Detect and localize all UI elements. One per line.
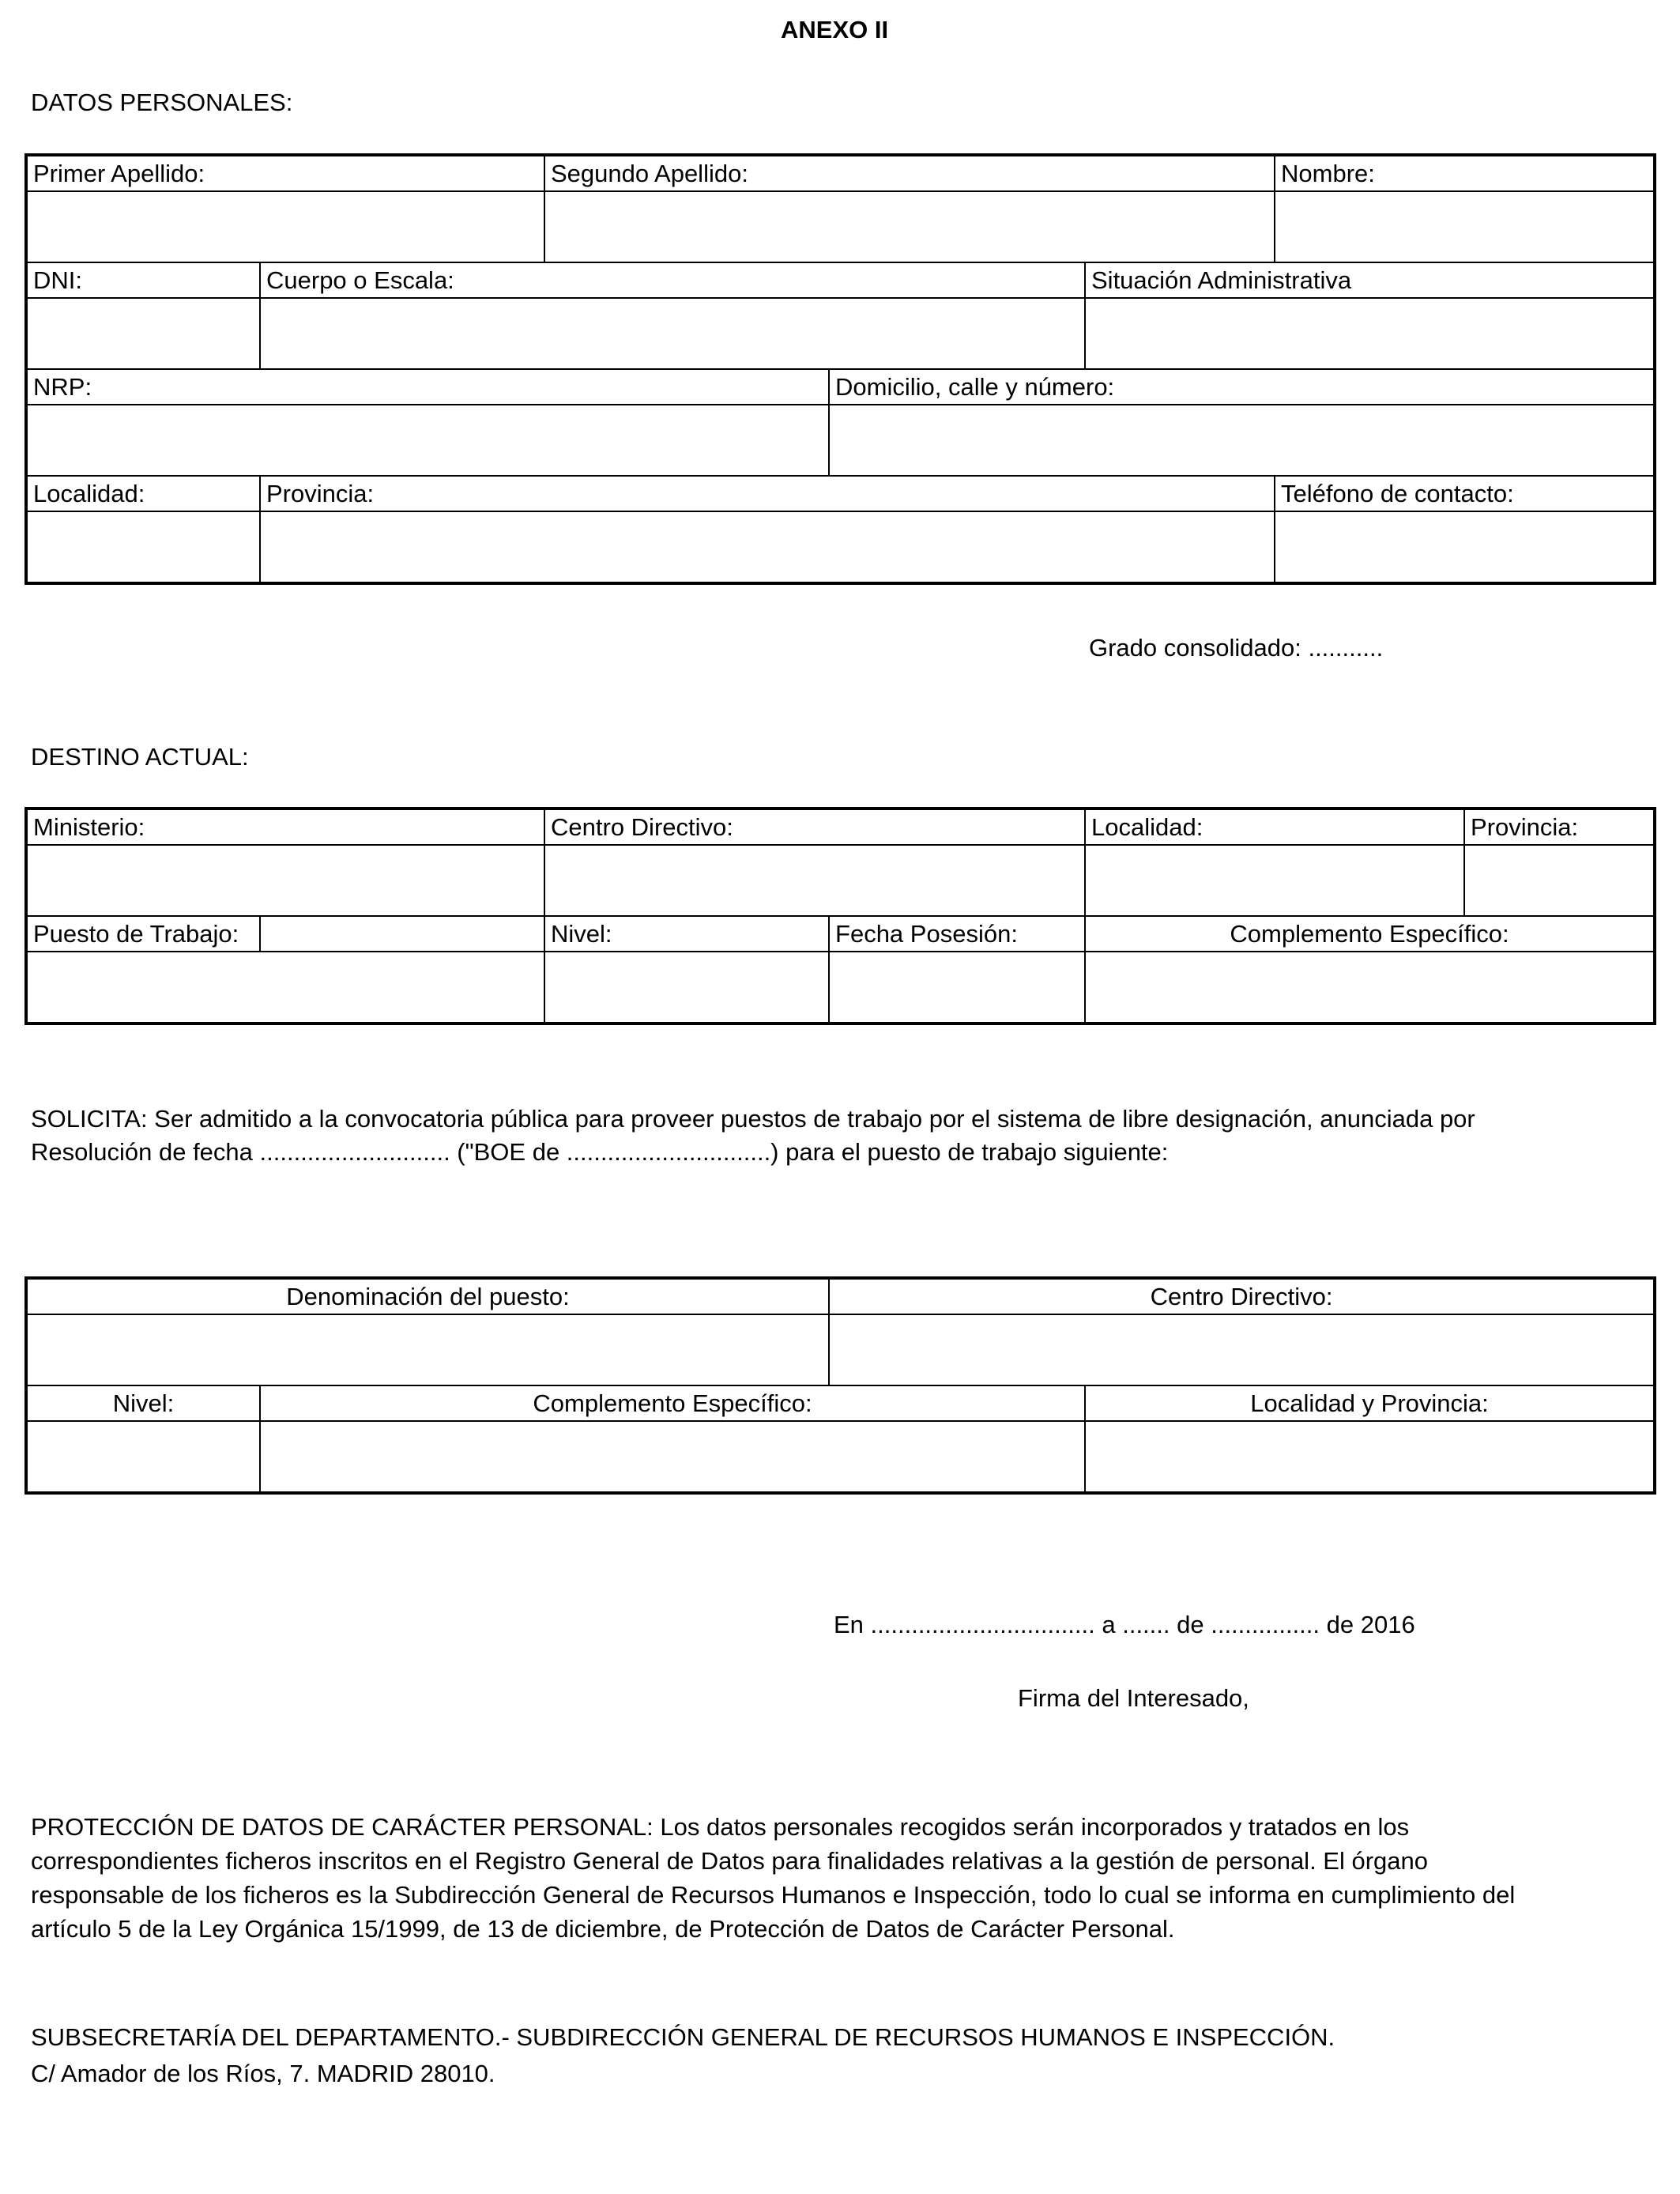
field-domicilio[interactable] (829, 405, 1655, 476)
label-localidad-provincia: Localidad y Provincia: (1085, 1385, 1655, 1421)
field-complemento-especifico[interactable] (1085, 952, 1655, 1023)
label-telefono: Teléfono de contacto: (1275, 476, 1655, 511)
field-puesto-trabajo-detail[interactable] (26, 952, 544, 1023)
fecha-line: En ................................. a ....... de ................ de 2016 (834, 1611, 1415, 1638)
grado-consolidado: Grado consolidado: ........... (1089, 634, 1384, 662)
field-telefono[interactable] (1275, 511, 1655, 583)
section-heading-destino: DESTINO ACTUAL: (31, 743, 249, 771)
label-centro-directivo: Centro Directivo: (544, 809, 1085, 845)
label-provincia: Provincia: (260, 476, 1275, 511)
field-segundo-apellido[interactable] (544, 191, 1275, 262)
label-nombre: Nombre: (1275, 155, 1655, 191)
field-dni[interactable] (26, 298, 260, 369)
label-primer-apellido: Primer Apellido: (26, 155, 544, 191)
personal-data-table (24, 153, 1656, 585)
field-fecha-posesion[interactable] (829, 952, 1085, 1023)
field-complemento-especifico[interactable] (260, 1421, 1085, 1493)
label-ministerio: Ministerio: (26, 809, 544, 845)
destino-actual-table (24, 807, 1656, 1025)
solicita-line-1: SOLICITA: Ser admitido a la convocatoria pública para proveer puestos de trabajo por el sistema de libre designación, anunciada por (31, 1105, 1475, 1133)
field-centro-directivo[interactable] (544, 845, 1085, 916)
field-cuerpo-escala[interactable] (260, 298, 1085, 369)
proteccion-datos-paragraph: PROTECCIÓN DE DATOS DE CARÁCTER PERSONAL: Los datos personales recogidos serán incorporados y tratados en los correspondientes ficheros inscritos en el Registro General de Datos para finalidades relativas a la gestión de personal. El órgano responsable de los ficheros es la Subdirección General de Recursos Humanos e Inspección, todo lo cual se informa en cumplimiento del artículo 5 de la Ley Orgánica 15/1999, de 13 de diciembre, de Protección de Datos de Carácter Personal. (31, 1813, 1516, 1943)
field-centro-directivo[interactable] (829, 1314, 1655, 1385)
label-segundo-apellido: Segundo Apellido: (544, 155, 1275, 191)
footer-line-2: C/ Amador de los Ríos, 7. MADRID 28010. (31, 2060, 495, 2087)
label-dni: DNI: (26, 262, 260, 298)
field-situacion-administrativa[interactable] (1085, 298, 1655, 369)
solicita-line-2: Resolución de fecha ............................ ("BOE de ..............................) para el puesto de trabajo siguiente: (31, 1138, 1169, 1166)
label-nrp: NRP: (26, 369, 829, 405)
field-primer-apellido[interactable] (26, 191, 544, 262)
field-provincia[interactable] (260, 511, 1275, 583)
field-localidad[interactable] (1085, 845, 1464, 916)
label-cuerpo-escala: Cuerpo o Escala: (260, 262, 1085, 298)
label-localidad: Localidad: (26, 476, 260, 511)
field-provincia[interactable] (1464, 845, 1655, 916)
section-heading-personal: DATOS PERSONALES: (31, 89, 293, 116)
label-nivel: Nivel: (544, 916, 829, 952)
firma-interesado: Firma del Interesado, (1018, 1684, 1249, 1712)
field-nivel[interactable] (544, 952, 829, 1023)
label-localidad: Localidad: (1085, 809, 1464, 845)
field-nombre[interactable] (1275, 191, 1655, 262)
label-complemento-especifico: Complemento Específico: (1085, 916, 1655, 952)
field-denominacion-puesto[interactable] (26, 1314, 829, 1385)
label-centro-directivo: Centro Directivo: (829, 1278, 1655, 1314)
label-complemento-especifico: Complemento Específico: (260, 1385, 1085, 1421)
label-fecha-posesion: Fecha Posesión: (829, 916, 1085, 952)
field-localidad-provincia[interactable] (1085, 1421, 1655, 1493)
field-nrp[interactable] (26, 405, 829, 476)
field-localidad[interactable] (26, 511, 260, 583)
label-denominacion-puesto: Denominación del puesto: (26, 1278, 829, 1314)
label-nivel: Nivel: (26, 1385, 260, 1421)
page-title: ANEXO II (781, 16, 889, 43)
field-nivel[interactable] (26, 1421, 260, 1493)
field-puesto-trabajo[interactable] (260, 916, 544, 952)
footer-line-1: SUBSECRETARÍA DEL DEPARTAMENTO.- SUBDIRECCIÓN GENERAL DE RECURSOS HUMANOS E INSPECCIÓN. (31, 2023, 1335, 2051)
label-situacion-administrativa: Situación Administrativa (1085, 262, 1655, 298)
label-puesto-trabajo: Puesto de Trabajo: (26, 916, 260, 952)
puesto-solicitado-table (24, 1276, 1656, 1495)
field-ministerio[interactable] (26, 845, 544, 916)
label-domicilio: Domicilio, calle y número: (829, 369, 1655, 405)
label-provincia: Provincia: (1464, 809, 1655, 845)
